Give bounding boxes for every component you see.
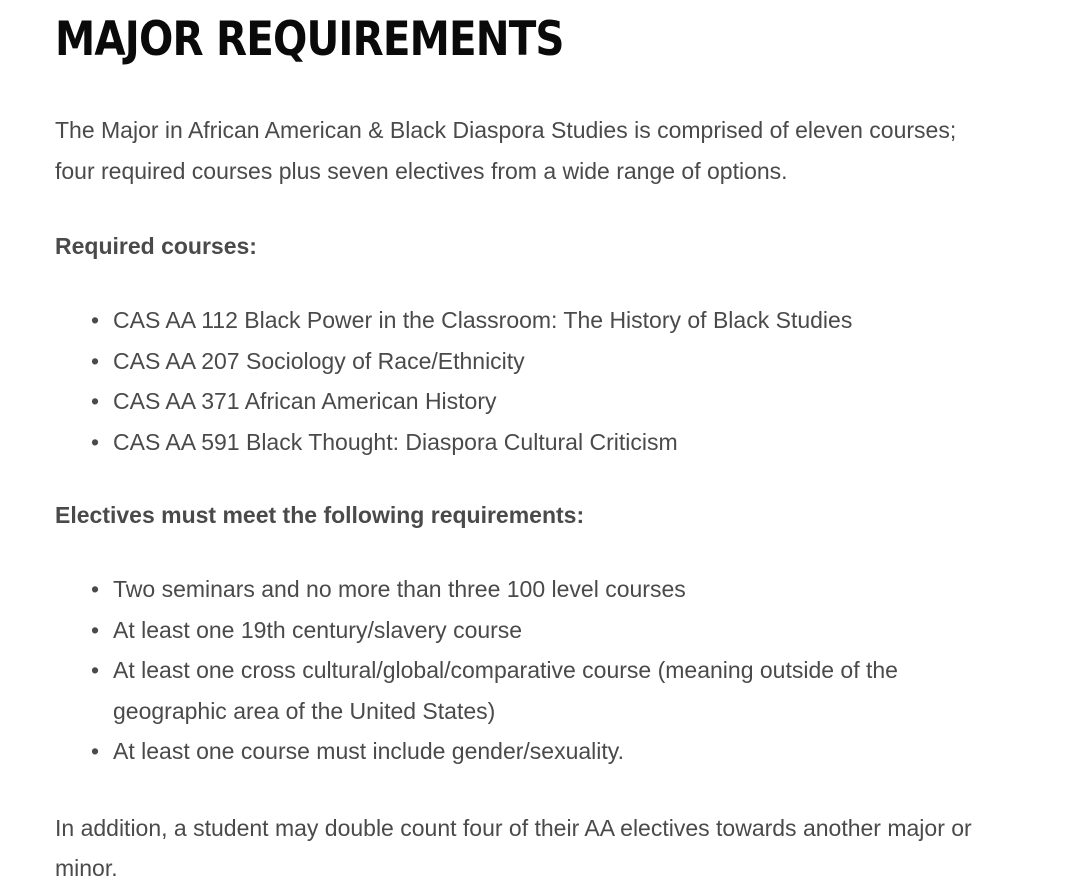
- page-content: [55, 0, 1045, 889]
- list-item: [91, 381, 1045, 422]
- list-item: [91, 731, 1045, 772]
- closing-line-1: In addition, a student may double count four of their AA electives towards another major or: [55, 814, 972, 841]
- list-item: [91, 650, 1045, 731]
- required-courses-label: Required courses:: [55, 233, 257, 259]
- bullet-icon: •: [91, 388, 100, 414]
- list-item: [91, 610, 1045, 651]
- bullet-icon: •: [91, 347, 100, 374]
- bullet-icon: •: [91, 307, 100, 333]
- list-item: [91, 569, 1045, 610]
- intro-paragraph: [55, 110, 1045, 191]
- course-text: CAS AA 371 African American History: [113, 388, 497, 414]
- intro-line-1: The Major in African American & Black Diaspora Studies is comprised of eleven courses;: [55, 117, 957, 143]
- requirement-text: At least one course must include gender/sexuality.: [113, 738, 624, 764]
- course-text: CAS AA 591 Black Thought: Diaspora Cultural Criticism: [113, 428, 678, 455]
- requirement-text: Two seminars and no more than three 100 level courses: [113, 576, 686, 602]
- requirement-text: At least one 19th century/slavery course: [113, 616, 523, 643]
- required-courses-list: [55, 300, 1045, 462]
- course-text: CAS AA 112 Black Power in the Classroom: The History of Black Studies: [113, 307, 853, 333]
- closing-line-2: minor.: [55, 855, 118, 881]
- bullet-icon: •: [91, 428, 100, 455]
- list-item: [91, 341, 1045, 382]
- bullet-icon: •: [91, 657, 100, 683]
- requirement-text-line-2: geographic area of the United States): [113, 697, 496, 724]
- course-text: CAS AA 207 Sociology of Race/Ethnicity: [113, 347, 525, 374]
- electives-label: Electives must meet the following requirements:: [55, 502, 585, 528]
- closing-paragraph: [55, 808, 1045, 889]
- bullet-icon: •: [91, 576, 100, 602]
- list-item: [91, 422, 1045, 463]
- requirement-text-line-1: At least one cross cultural/global/comparative course (meaning outside of the: [113, 657, 898, 683]
- list-item: [91, 300, 1045, 341]
- bullet-icon: •: [91, 738, 100, 764]
- page-title: MAJOR REQUIREMENTS: [55, 12, 564, 67]
- bullet-icon: •: [91, 616, 100, 643]
- electives-list: [55, 569, 1045, 772]
- intro-line-2: four required courses plus seven electives from a wide range of options.: [55, 157, 788, 184]
